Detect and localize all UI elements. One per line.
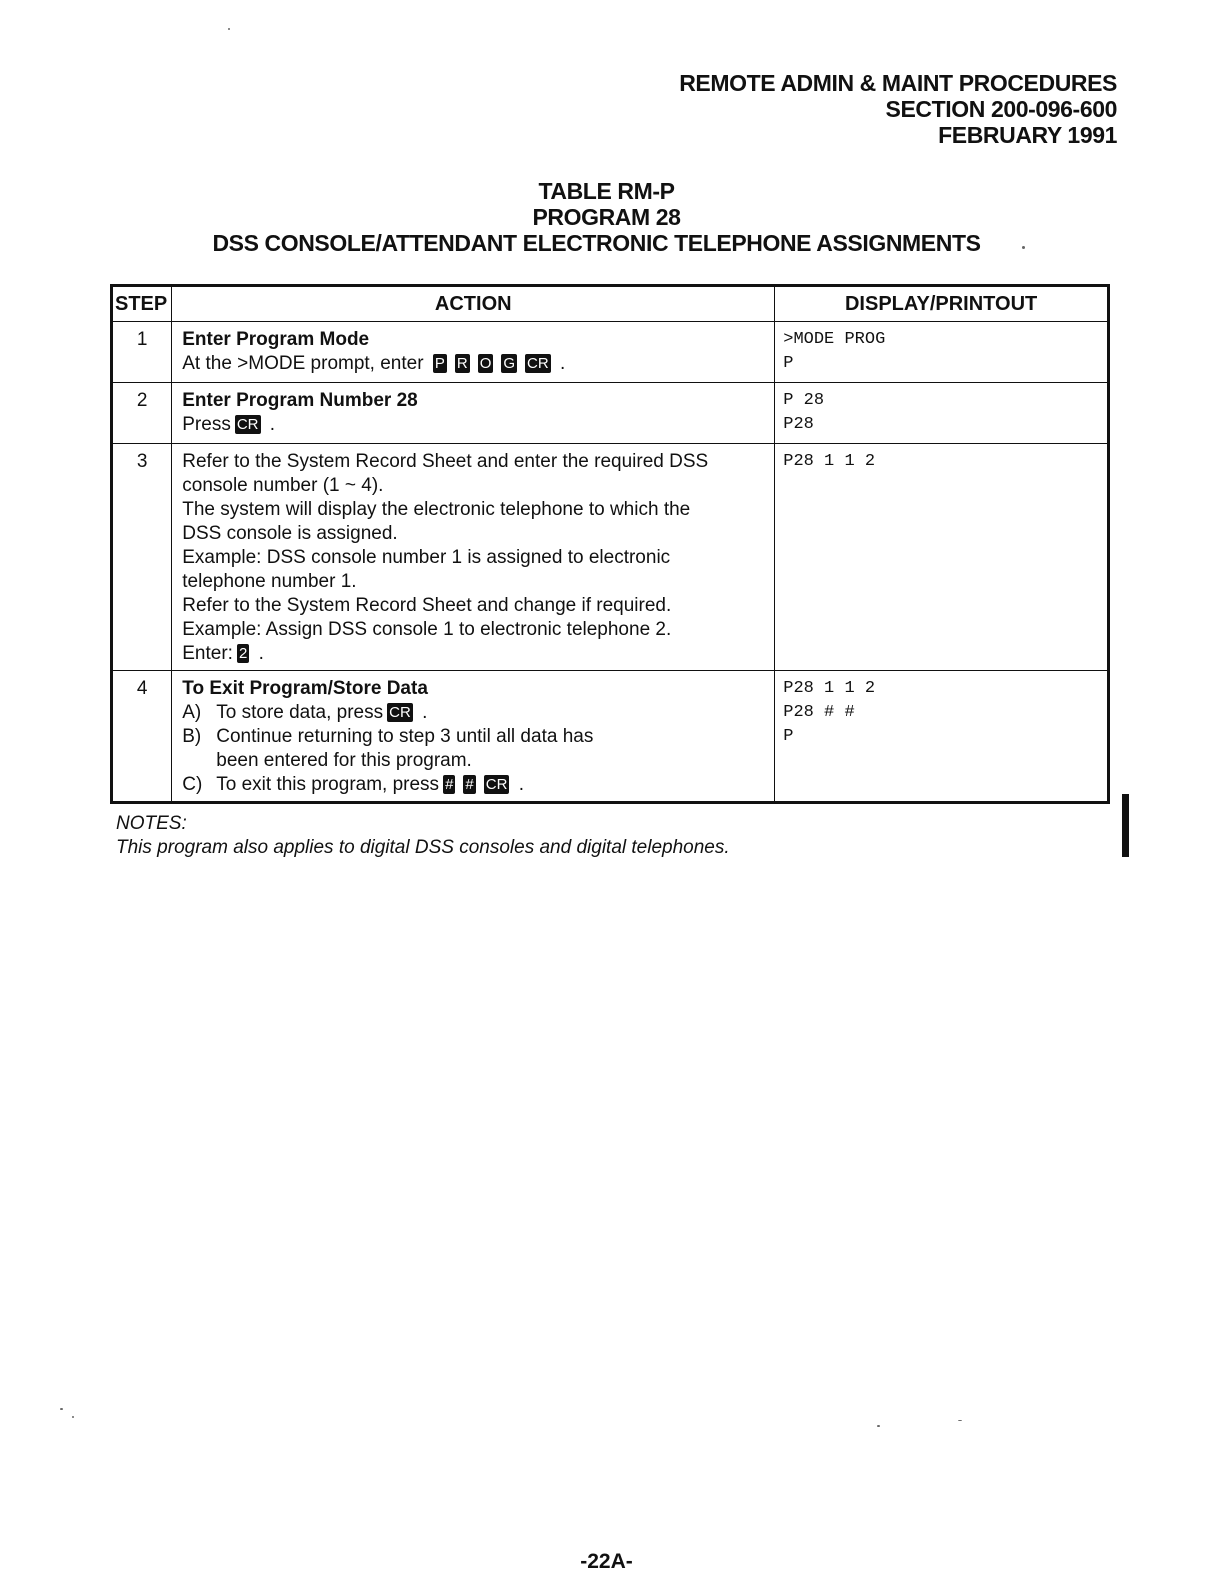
display-cell bbox=[775, 444, 1109, 671]
step-number: 4 bbox=[112, 671, 172, 803]
display-line: P bbox=[783, 354, 794, 373]
display-line: P 28 bbox=[783, 391, 825, 410]
column-header-step: STEP bbox=[112, 286, 172, 322]
display-line: P bbox=[783, 727, 794, 746]
action-line: DSS console is assigned. bbox=[182, 523, 398, 544]
list-item: A) To store data, press CR . bbox=[182, 702, 428, 723]
step-heading: Enter Program Mode bbox=[182, 329, 370, 350]
table-row bbox=[112, 444, 1109, 671]
item-text: To store data, press bbox=[216, 702, 384, 723]
action-line: The system will display the electronic telephone to which the bbox=[182, 499, 691, 520]
scan-speck bbox=[1022, 246, 1025, 249]
action-text: At the >MODE prompt, enter P R O G CR . bbox=[182, 353, 566, 374]
display-line: P28 1 1 2 bbox=[783, 679, 876, 698]
step-number: 2 bbox=[112, 383, 172, 444]
table-row bbox=[112, 322, 1109, 383]
display-cell bbox=[775, 322, 1109, 383]
header-title: REMOTE ADMIN & MAINT PROCEDURES bbox=[679, 70, 1117, 96]
scan-speck bbox=[877, 1425, 880, 1427]
action-line: Refer to the System Record Sheet and change if required. bbox=[182, 595, 672, 616]
action-line: Enter: 2 . bbox=[182, 643, 264, 664]
step-number: 1 bbox=[112, 322, 172, 383]
action-instruction: Press bbox=[182, 414, 231, 435]
key-o: O bbox=[479, 355, 492, 372]
procedure-table bbox=[110, 284, 1110, 804]
column-header-action: ACTION bbox=[172, 286, 775, 322]
step-heading: Enter Program Number 28 bbox=[182, 390, 418, 411]
header-section: SECTION 200-096-600 bbox=[885, 96, 1117, 122]
column-header-display: DISPLAY/PRINTOUT bbox=[775, 286, 1109, 322]
table-header-row bbox=[112, 286, 1109, 322]
key-2: 2 bbox=[238, 645, 248, 662]
display-line: P28 # # bbox=[783, 703, 855, 722]
program-subject: DSS CONSOLE/ATTENDANT ELECTRONIC TELEPHONE ASSIGNMENTS bbox=[212, 230, 981, 256]
scan-speck bbox=[228, 28, 230, 30]
table-row bbox=[112, 671, 1109, 803]
key-p: P bbox=[434, 355, 445, 372]
key-cr: CR bbox=[389, 704, 411, 721]
document-header bbox=[679, 70, 1117, 148]
display-line: >MODE PROG bbox=[783, 330, 886, 349]
display-cell bbox=[775, 383, 1109, 444]
enter-label: Enter: bbox=[182, 643, 233, 664]
notes-label: NOTES: bbox=[116, 813, 187, 834]
display-line: P28 1 1 2 bbox=[783, 452, 876, 471]
display-line: P28 bbox=[783, 415, 814, 434]
table-title bbox=[0, 178, 1213, 256]
header-date: FEBRUARY 1991 bbox=[938, 122, 1117, 148]
key-cr: CR bbox=[527, 355, 549, 372]
list-item-continuation: been entered for this program. bbox=[216, 750, 472, 771]
action-line: console number (1 ~ 4). bbox=[182, 475, 384, 496]
item-text: To exit this program, press bbox=[216, 774, 440, 795]
key-hash: # bbox=[465, 776, 474, 793]
key-cr: CR bbox=[485, 776, 508, 793]
action-line: Example: Assign DSS console 1 to electronic telephone 2. bbox=[182, 619, 672, 640]
item-label: A) bbox=[182, 702, 202, 723]
display-cell bbox=[775, 671, 1109, 803]
action-cell bbox=[172, 383, 775, 444]
key-r: R bbox=[456, 355, 468, 372]
scan-speck bbox=[958, 1420, 962, 1421]
table-id: TABLE RM-P bbox=[538, 178, 675, 204]
table-row bbox=[112, 383, 1109, 444]
action-cell bbox=[172, 444, 775, 671]
scan-speck bbox=[60, 1408, 63, 1410]
key-cr: CR bbox=[236, 416, 259, 433]
step-number: 3 bbox=[112, 444, 172, 671]
action-text: Press CR . bbox=[182, 414, 276, 435]
program-number: PROGRAM 28 bbox=[532, 204, 681, 230]
notes-text: This program also applies to digital DSS consoles and digital telephones. bbox=[116, 837, 730, 858]
key-g: G bbox=[503, 355, 516, 372]
action-line: Refer to the System Record Sheet and enter the required DSS bbox=[182, 451, 709, 472]
item-text: Continue returning to step 3 until all data has bbox=[216, 726, 594, 747]
item-label: C) bbox=[182, 774, 203, 795]
action-cell bbox=[172, 322, 775, 383]
action-cell bbox=[172, 671, 775, 803]
item-label: B) bbox=[182, 726, 202, 747]
action-line: telephone number 1. bbox=[182, 571, 357, 592]
step-heading: To Exit Program/Store Data bbox=[182, 678, 428, 699]
list-item bbox=[182, 725, 766, 749]
action-line: Example: DSS console number 1 is assigned to electronic bbox=[182, 547, 671, 568]
scan-speck bbox=[72, 1416, 74, 1418]
change-bar bbox=[1122, 794, 1129, 857]
page-number: -22A- bbox=[580, 1550, 633, 1573]
notes-section bbox=[116, 812, 730, 860]
list-item: C) To exit this program, press # # CR . bbox=[182, 774, 524, 795]
key-hash: # bbox=[445, 776, 454, 793]
action-instruction: At the >MODE prompt, enter bbox=[182, 353, 424, 374]
